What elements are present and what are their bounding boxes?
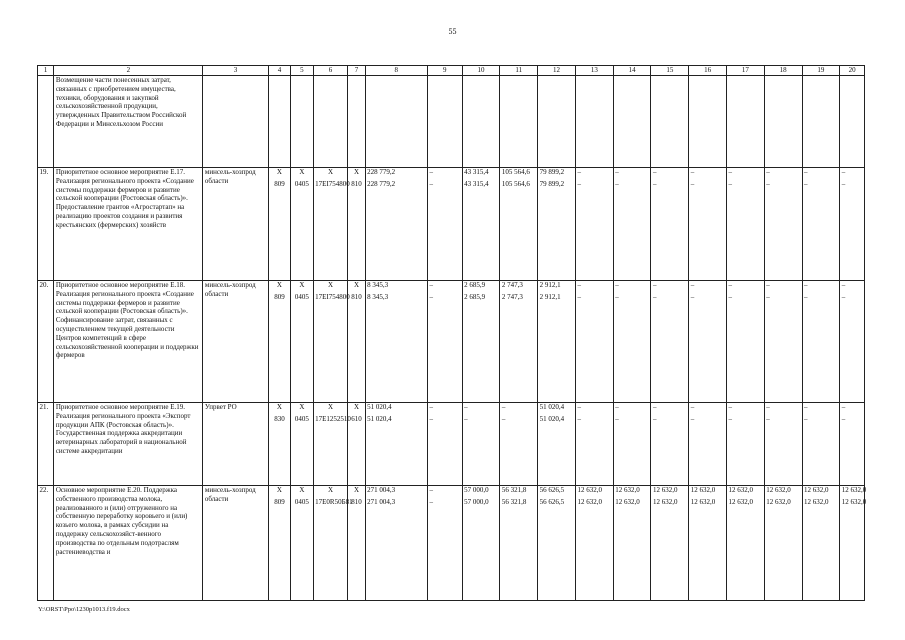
cell-value: 56 626,5: [539, 498, 565, 506]
value-cell: [268, 486, 290, 601]
cell-value: –: [766, 180, 770, 188]
header-cell: 12: [538, 66, 576, 76]
cell-value: 0405: [294, 415, 309, 423]
cell-value: –: [577, 293, 581, 301]
cell-value: –: [841, 415, 846, 423]
value-cell: [613, 168, 651, 281]
cell-value: 12 632,0: [577, 498, 602, 506]
table-row: [38, 281, 865, 403]
cell-value: –: [429, 293, 433, 301]
cell-value: –: [728, 168, 732, 176]
cell-value: 809: [274, 498, 285, 506]
value-cell: [802, 281, 840, 403]
value-cell: [764, 403, 802, 486]
cell-value: –: [804, 415, 808, 423]
row-executor: минсель-хозпрод области: [203, 281, 268, 403]
cell-value: 56 626,5: [539, 486, 565, 494]
cell-value: –: [690, 180, 695, 188]
cell-value: X: [327, 168, 333, 176]
value-cell: [840, 281, 865, 403]
cell-value: –: [501, 403, 506, 411]
cell-value: –: [429, 180, 433, 188]
cell-value: 2 685,9: [464, 293, 486, 301]
value-cell: [348, 486, 365, 601]
value-cell: [500, 281, 538, 403]
cell-value: –: [652, 168, 657, 176]
cell-value: –: [690, 281, 695, 289]
value-cell: [365, 168, 427, 281]
value-cell: [727, 403, 765, 486]
cell-value: X: [276, 168, 282, 176]
value-cell: [727, 168, 765, 281]
cell-value: 2 912,1: [539, 293, 561, 301]
cell-value: –: [577, 168, 581, 176]
page-number: 55: [448, 27, 457, 36]
cell-value: –: [841, 281, 846, 289]
row-executor: минсель-хозпрод области: [203, 486, 268, 601]
value-cell: [840, 403, 865, 486]
cell-value: 12 632,0: [652, 486, 678, 494]
value-cell: [613, 403, 651, 486]
cell-value: 51 020,4: [539, 415, 565, 423]
cell-value: 12 632,0: [728, 498, 753, 506]
value-cell: [613, 281, 651, 403]
value-cell: [802, 403, 840, 486]
cell-value: 809: [274, 180, 285, 188]
value-cell: [575, 168, 613, 281]
cell-value: –: [429, 498, 433, 506]
value-cell: [802, 486, 840, 601]
cell-value: –: [429, 415, 433, 423]
value-cell: [462, 168, 500, 281]
value-cell: [500, 403, 538, 486]
cell-value: 0405: [294, 293, 309, 301]
value-cell: [575, 403, 613, 486]
value-cell: [313, 403, 351, 486]
table-row-continuation: [38, 76, 865, 168]
value-cell: [462, 486, 500, 601]
header-cell: 11: [500, 66, 538, 76]
cell-value: 79 899,2: [539, 168, 565, 176]
cell-value: 17ЕI754800: [315, 180, 350, 188]
cell-value: –: [841, 180, 846, 188]
cell-value: –: [577, 403, 581, 411]
cell-value: X: [353, 403, 360, 411]
value-cell: [427, 168, 462, 281]
value-cell: [651, 403, 689, 486]
header-cell: 9: [427, 66, 462, 76]
value-cell: [268, 403, 290, 486]
value-cell: [689, 281, 727, 403]
cell-value: –: [841, 403, 846, 411]
cell-value: –: [501, 415, 506, 423]
cell-value: 43 315,4: [464, 168, 489, 176]
value-cell: [764, 486, 802, 601]
cell-value: X: [276, 403, 282, 411]
value-cell: [500, 168, 538, 281]
value-cell: [538, 281, 576, 403]
header-cell: 4: [268, 66, 290, 76]
cell-value: –: [577, 180, 581, 188]
cell-value: –: [690, 403, 695, 411]
value-cell: [462, 281, 500, 403]
value-cell: [651, 281, 689, 403]
cell-value: –: [690, 415, 695, 423]
cell-value: –: [841, 293, 846, 301]
cell-value: 2 747,3: [501, 293, 523, 301]
cell-value: –: [577, 281, 581, 289]
cell-value: –: [690, 293, 695, 301]
header-cell: 3: [203, 66, 268, 76]
cell-value: 17Е1252510: [315, 415, 351, 423]
value-cell: [365, 486, 427, 601]
value-cell: [462, 403, 500, 486]
value-cell: [500, 486, 538, 601]
header-cell: 17: [727, 66, 765, 76]
cell-value: 810: [351, 498, 362, 506]
value-cell: [727, 281, 765, 403]
cell-value: 57 000,0: [464, 498, 489, 506]
cell-value: X: [353, 281, 360, 289]
value-cell: [427, 486, 462, 601]
value-cell: [348, 403, 365, 486]
cell-value: 12 632,0: [804, 486, 829, 494]
value-cell: [802, 168, 840, 281]
cell-value: 810: [351, 293, 362, 301]
cell-value: –: [804, 293, 808, 301]
cell-value: 12 632,0: [690, 498, 716, 506]
value-cell: [313, 168, 348, 281]
cell-value: 2 912,1: [539, 281, 561, 289]
value-cell: [764, 281, 802, 403]
cell-value: 12 632,0: [766, 498, 791, 506]
header-cell: 2: [54, 66, 203, 76]
cell-value: –: [577, 415, 581, 423]
header-cell: 14: [613, 66, 651, 76]
value-cell: [575, 281, 613, 403]
cell-value: 17Е0R50Б81: [315, 498, 353, 506]
cell-value: 105 564,6: [501, 180, 530, 188]
header-cell: 5: [291, 66, 313, 76]
cell-value: X: [276, 281, 282, 289]
cell-value: 12 632,0: [615, 486, 640, 494]
value-cell: [840, 168, 865, 281]
value-cell: [268, 281, 290, 403]
value-cell: [365, 281, 427, 403]
cell-value: –: [652, 403, 657, 411]
cell-value: 271 004,3: [367, 486, 396, 494]
cell-value: 51 020,4: [539, 403, 565, 411]
row-name: Приоритетное основное мероприятие Е.19. Реализация регионального проекта «Экспорт продукции АПК (Ростовская область)». Государственная поддержка аккредитации ветеринарных лабораторий в национальной системе аккредитации: [54, 403, 203, 486]
value-cell: [365, 403, 427, 486]
cell-value: –: [766, 281, 770, 289]
cell-value: 12 632,0: [804, 498, 829, 506]
cell-value: X: [327, 281, 333, 289]
cell-value: –: [804, 281, 808, 289]
cell-value: 809: [274, 293, 285, 301]
cell-value: 51 020,4: [367, 415, 392, 423]
cell-value: –: [804, 403, 808, 411]
row-name: Основное мероприятие Е.20. Поддержка собственного производства молока, реализованного и (или) отгруженного на собственную переработку коровьего и (или) козьего молока, в рамках субсидии на поддержку сельскохозяйст-венного производства по отдельным подотраслям растениеводства и: [54, 486, 203, 601]
value-cell: [348, 281, 365, 403]
header-cell: 19: [802, 66, 840, 76]
cell-value: 17ЕI754800: [315, 293, 350, 301]
cell-value: –: [728, 180, 732, 188]
cell-value: 79 899,2: [539, 180, 565, 188]
cell-value: –: [429, 486, 433, 494]
cell-value: 0405: [294, 498, 309, 506]
header-cell: 20: [840, 66, 865, 76]
cell-value: 2 747,3: [501, 281, 523, 289]
row-executor: минсель-хозпрод области: [203, 168, 268, 281]
cell-value: 56 321,8: [501, 486, 527, 494]
value-cell: [689, 403, 727, 486]
cell-value: 810: [351, 180, 362, 188]
cell-value: 610: [351, 415, 362, 423]
header-cell: 18: [764, 66, 802, 76]
value-cell: [689, 486, 727, 601]
header-cell: 10: [462, 66, 500, 76]
cell-value: 12 632,0: [615, 498, 640, 506]
cell-value: –: [429, 403, 433, 411]
header-cell: 15: [651, 66, 689, 76]
cell-value: 228 779,2: [367, 168, 396, 176]
cell-value: –: [652, 180, 657, 188]
cell-value: X: [327, 403, 333, 411]
cell-value: 105 564,6: [501, 168, 530, 176]
cell-value: X: [353, 486, 360, 494]
row-name: Приоритетное основное мероприятие Е.18. Реализация регионального проекта «Создание системы поддержки фермеров и развитие сельской кооперации (Ростовская область)». Софинансирование затрат, связанных с осуществлением текущей деятельности Центров компетенций в сфере сельскохозяйственной кооперации и поддержки фермеров: [54, 281, 203, 403]
value-cell: [689, 168, 727, 281]
cell-value: 2 685,9: [464, 281, 486, 289]
value-cell: [538, 403, 576, 486]
cell-value: –: [615, 415, 619, 423]
value-cell: [291, 486, 313, 601]
header-cell: 1: [38, 66, 54, 76]
cell-value: –: [464, 415, 468, 423]
cell-value: X: [353, 168, 360, 176]
row-number: 21.: [38, 403, 54, 486]
cell-value: 0405: [294, 180, 309, 188]
cell-value: 12 632,0: [728, 486, 753, 494]
cell-value: –: [728, 293, 732, 301]
table-row: [38, 486, 865, 601]
cell-value: 51 020,4: [367, 403, 392, 411]
value-cell: [291, 281, 313, 403]
cell-value: –: [728, 403, 732, 411]
cell-value: 8 345,3: [367, 293, 389, 301]
row-name: Возмещение части понесенных затрат, связанных с приобретением имущества, техники, оборудования и закупкой сельскохозяйственной продукции, утвержденных Правительством Российской Федерации и Минсельхозом России: [54, 76, 203, 168]
row-number: 20.: [38, 281, 54, 403]
cell-value: –: [615, 293, 619, 301]
cell-value: –: [766, 415, 770, 423]
cell-value: –: [615, 180, 619, 188]
cell-value: 43 315,4: [464, 180, 489, 188]
cell-value: 12 632,0: [841, 486, 867, 494]
row-number: 22.: [38, 486, 54, 601]
cell-value: –: [615, 168, 619, 176]
cell-value: –: [615, 281, 619, 289]
budget-table: [37, 65, 865, 601]
cell-value: –: [804, 180, 808, 188]
value-cell: [427, 281, 462, 403]
cell-value: 12 632,0: [577, 486, 602, 494]
cell-value: –: [652, 281, 657, 289]
cell-value: –: [690, 168, 695, 176]
value-cell: [313, 281, 348, 403]
header-cell: 13: [575, 66, 613, 76]
value-cell: [348, 168, 365, 281]
cell-value: –: [615, 403, 619, 411]
value-cell: [427, 403, 462, 486]
cell-value: 8 345,3: [367, 281, 389, 289]
cell-value: –: [429, 168, 433, 176]
value-cell: [538, 168, 576, 281]
value-cell: [613, 486, 651, 601]
cell-value: –: [652, 415, 657, 423]
value-cell: [268, 168, 290, 281]
cell-value: 228 779,2: [367, 180, 396, 188]
header-cell: 7: [348, 66, 365, 76]
value-cell: [291, 168, 313, 281]
cell-value: –: [766, 293, 770, 301]
value-cell: [313, 486, 353, 601]
cell-value: 271 004,3: [367, 498, 396, 506]
header-row: [38, 66, 865, 76]
value-cell: [840, 486, 865, 601]
footer-file-path: Y:\ORST\Ppo\1230p1013.f19.docx: [38, 606, 130, 613]
table-row: [38, 168, 865, 281]
cell-value: –: [841, 168, 846, 176]
cell-value: –: [766, 168, 770, 176]
cell-value: –: [652, 293, 657, 301]
cell-value: 56 321,8: [501, 498, 527, 506]
value-cell: [538, 486, 576, 601]
cell-value: X: [299, 281, 305, 289]
cell-value: 12 632,0: [766, 486, 791, 494]
cell-value: 12 632,0: [690, 486, 716, 494]
cell-value: X: [276, 486, 282, 494]
value-cell: [575, 486, 613, 601]
value-cell: [291, 403, 313, 486]
row-executor: Упрвет РО: [203, 403, 268, 486]
cell-value: 12 632,0: [841, 498, 867, 506]
value-cell: [727, 486, 765, 601]
value-cell: [764, 168, 802, 281]
cell-value: X: [299, 486, 305, 494]
cell-value: –: [429, 281, 433, 289]
cell-value: 57 000,0: [464, 486, 489, 494]
cell-value: –: [804, 168, 808, 176]
header-cell: 16: [689, 66, 727, 76]
value-cell: [651, 168, 689, 281]
value-cell: [651, 486, 689, 601]
row-name: Приоритетное основное мероприятие Е.17. Реализация регионального проекта «Создание системы поддержки фермеров и развитие сельской кооперации (Ростовская область)». Предоставление грантов «Агростартап» на реализацию проектов создания и развития крестьянских (фермерских) хозяйств: [54, 168, 203, 281]
cell-value: –: [464, 403, 468, 411]
cell-value: X: [299, 403, 305, 411]
header-cell: 8: [365, 66, 427, 76]
row-number: 19.: [38, 168, 54, 281]
cell-value: X: [299, 168, 305, 176]
cell-value: –: [728, 281, 732, 289]
cell-value: X: [327, 486, 333, 494]
cell-value: –: [728, 415, 732, 423]
header-cell: 6: [313, 66, 348, 76]
cell-value: 830: [274, 415, 285, 423]
cell-value: –: [766, 403, 770, 411]
cell-value: 12 632,0: [652, 498, 678, 506]
table-row: [38, 403, 865, 486]
